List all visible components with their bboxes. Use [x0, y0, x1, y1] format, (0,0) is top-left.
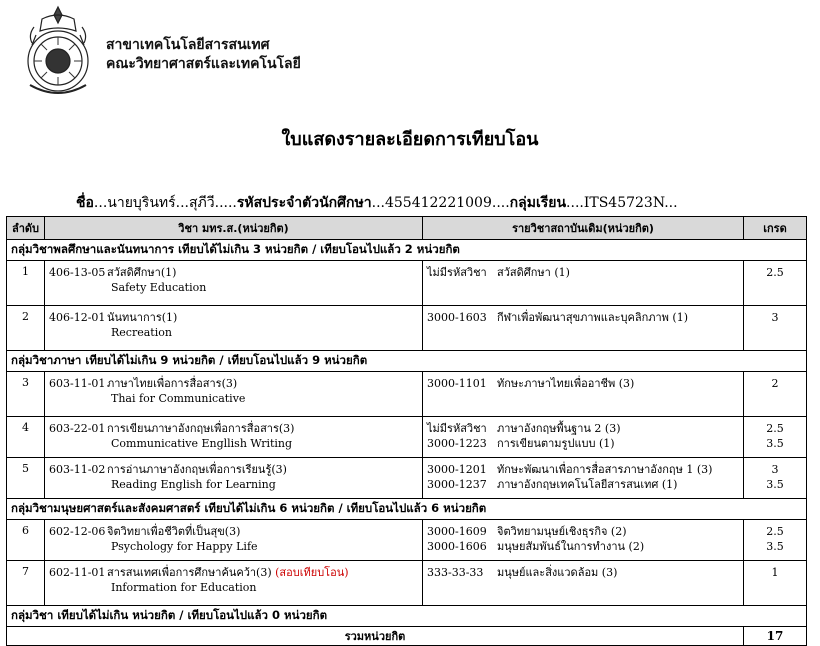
- university-logo: [22, 5, 94, 101]
- original-name: จิตวิทยามนุษย์เชิงธุรกิจ (2): [497, 525, 627, 538]
- grade-value: 2: [771, 377, 779, 390]
- subject-name-en: Thai for Communicative: [111, 392, 246, 405]
- grade-cell: [744, 520, 807, 561]
- subject-cell: [45, 417, 423, 458]
- subject-cell: [45, 261, 423, 306]
- subject-code: 603-11-01: [49, 377, 106, 390]
- original-subject-line: [427, 539, 739, 554]
- subject-line: [49, 265, 418, 280]
- subject-code: 603-22-01: [49, 422, 106, 435]
- original-code: 3000-1609: [427, 525, 487, 538]
- original-code: 333-33-33: [427, 566, 484, 579]
- col-header-subject: วิชา มทร.ส.(หน่วยกิต): [45, 217, 423, 240]
- original-name: สวัสดิศึกษา (1): [497, 266, 570, 279]
- subject-cell: [45, 561, 423, 606]
- original-subject-cell: [423, 417, 744, 458]
- original-subject-line: [427, 376, 739, 391]
- original-subject-cell: [423, 261, 744, 306]
- original-subject-cell: [423, 372, 744, 417]
- row-number: 2: [7, 306, 45, 351]
- subject-name-th: สารสนเทศเพื่อการศึกษาค้นคว้า(3): [107, 566, 272, 579]
- original-name: ภาษาอังกฤษพื้นฐาน 2 (3): [497, 422, 621, 435]
- subject-cell: [45, 520, 423, 561]
- table-row: [7, 306, 807, 351]
- grade-cell: [744, 458, 807, 499]
- subject-name-en: Psychology for Happy Life: [111, 540, 258, 553]
- original-name: ทักษะภาษาไทยเพื่ออาชีพ (3): [497, 377, 635, 390]
- original-name: ทักษะพัฒนาเพื่อการสื่อสารภาษาอังกฤษ 1 (3): [497, 463, 713, 476]
- subject-line: [49, 565, 418, 580]
- subject-line: [49, 421, 418, 436]
- group-label: กลุ่มวิชาภาษา เทียบได้ไม่เกิน 9 หน่วยกิต / เทียบโอนไปแล้ว 9 หน่วยกิต: [7, 351, 807, 372]
- grade-cell: [744, 261, 807, 306]
- original-subject-cell: [423, 561, 744, 606]
- group-row: [7, 499, 807, 520]
- transfer-table: [6, 216, 807, 646]
- total-row: [7, 627, 807, 646]
- name-label: ชื่อ: [76, 195, 94, 211]
- table-row: [7, 417, 807, 458]
- subject-name-en: Information for Education: [111, 581, 257, 594]
- institution-header: [106, 36, 301, 74]
- row-number: 7: [7, 561, 45, 606]
- subject-name-th: ภาษาไทยเพื่อการสื่อสาร(3): [107, 377, 238, 390]
- subject-code: 602-11-01: [49, 566, 106, 579]
- original-subject-line: [427, 462, 739, 477]
- name-value: ...นายบุรินทร์...สุภีวี.....: [93, 195, 237, 211]
- grade-value: 3.5: [766, 540, 784, 553]
- original-subject-line: [427, 477, 739, 492]
- original-subject-line: [427, 421, 739, 436]
- table-body: [7, 240, 807, 627]
- original-code: ไม่มีรหัสวิชา: [427, 266, 487, 279]
- subject-code: 406-13-05: [49, 266, 106, 279]
- original-subject-cell: [423, 306, 744, 351]
- group-row: [7, 606, 807, 627]
- group-row: [7, 240, 807, 261]
- grade-cell: [744, 372, 807, 417]
- row-number: 3: [7, 372, 45, 417]
- subject-name-th: นันทนาการ(1): [107, 311, 178, 324]
- institution-line-2: คณะวิทยาศาสตร์และเทคโนโลยี: [106, 56, 301, 72]
- subject-name-th: จิตวิทยาเพื่อชีวิตที่เป็นสุข(3): [107, 525, 241, 538]
- total-label: รวมหน่วยกิต: [7, 627, 744, 646]
- subject-name-th: สวัสดิศึกษา(1): [107, 266, 177, 279]
- table-row: [7, 520, 807, 561]
- col-header-original: รายวิชาสถาบันเดิม(หน่วยกิต): [423, 217, 744, 240]
- exam-transfer-note: (สอบเทียบโอน): [275, 566, 349, 579]
- table-row: [7, 561, 807, 606]
- grade-cell: [744, 561, 807, 606]
- subject-line: [49, 310, 418, 325]
- subject-code: 406-12-01: [49, 311, 106, 324]
- original-code: 3000-1606: [427, 540, 487, 553]
- grade-cell: [744, 306, 807, 351]
- grade-value: 2.5: [766, 422, 784, 435]
- grade-value: 2.5: [766, 525, 784, 538]
- original-subject-cell: [423, 458, 744, 499]
- subject-name-th: การเขียนภาษาอังกฤษเพื่อการสื่อสาร(3): [107, 422, 295, 435]
- subject-line: [49, 376, 418, 391]
- original-name: มนุษยสัมพันธ์ในการทำงาน (2): [497, 540, 645, 553]
- original-code: 3000-1201: [427, 463, 487, 476]
- student-id-label: รหัสประจำตัวนักศึกษา: [236, 195, 372, 211]
- original-subject-line: [427, 524, 739, 539]
- grade-value: 3.5: [766, 437, 784, 450]
- student-info: [76, 192, 678, 214]
- institution-line-1: สาขาเทคโนโลยีสารสนเทศ: [106, 37, 270, 53]
- original-subject-line: [427, 265, 739, 280]
- row-number: 5: [7, 458, 45, 499]
- original-name: มนุษย์และสิ่งแวดล้อม (3): [497, 566, 618, 579]
- table-row: [7, 372, 807, 417]
- table-row: [7, 458, 807, 499]
- grade-value: 3.5: [766, 478, 784, 491]
- row-number: 1: [7, 261, 45, 306]
- subject-cell: [45, 306, 423, 351]
- row-number: 4: [7, 417, 45, 458]
- col-header-grade: เกรด: [744, 217, 807, 240]
- subject-name-en: Communicative Engllish Writing: [111, 437, 293, 450]
- grade-cell: [744, 417, 807, 458]
- table-header-row: [7, 217, 807, 240]
- row-number: 6: [7, 520, 45, 561]
- original-subject-cell: [423, 520, 744, 561]
- subject-code: 602-12-06: [49, 525, 106, 538]
- original-subject-line: [427, 310, 739, 325]
- subject-name-en: Safety Education: [111, 281, 207, 294]
- original-code: ไม่มีรหัสวิชา: [427, 422, 487, 435]
- grade-value: 1: [771, 566, 779, 579]
- original-code: 3000-1237: [427, 478, 487, 491]
- original-name: กีฬาเพื่อพัฒนาสุขภาพและบุคลิกภาพ (1): [497, 311, 689, 324]
- group-label: กลุ่มวิชาพลศึกษาและนันทนาการ เทียบได้ไม่เกิน 3 หน่วยกิต / เทียบโอนไปแล้ว 2 หน่วยกิต: [7, 240, 807, 261]
- col-header-no: ลำดับ: [7, 217, 45, 240]
- study-group-label: กลุ่มเรียน: [509, 195, 567, 211]
- original-code: 3000-1101: [427, 377, 487, 390]
- subject-line: [49, 462, 418, 477]
- original-code: 3000-1603: [427, 311, 487, 324]
- subject-code: 603-11-02: [49, 463, 106, 476]
- subject-name-en: Recreation: [111, 326, 172, 339]
- table-row: [7, 261, 807, 306]
- subject-line: [49, 524, 418, 539]
- original-name: ภาษาอังกฤษเทคโนโลยีสารสนเทศ (1): [497, 478, 678, 491]
- group-label: กลุ่มวิชา เทียบได้ไม่เกิน หน่วยกิต / เทียบโอนไปแล้ว 0 หน่วยกิต: [7, 606, 807, 627]
- student-id-value: ...455412221009....: [371, 195, 510, 211]
- original-name: การเขียนตามรูปแบบ (1): [497, 437, 615, 450]
- grade-value: 2.5: [766, 266, 784, 279]
- grade-value: 3: [771, 311, 779, 324]
- total-value: 17: [744, 627, 807, 646]
- original-code: 3000-1223: [427, 437, 487, 450]
- group-label: กลุ่มวิชามนุษยศาสตร์และสังคมศาสตร์ เทียบได้ไม่เกิน 6 หน่วยกิต / เทียบโอนไปแล้ว 6 หน่วยกิต: [7, 499, 807, 520]
- original-subject-line: [427, 565, 739, 580]
- subject-cell: [45, 372, 423, 417]
- subject-name-th: การอ่านภาษาอังกฤษเพื่อการเรียนรู้(3): [107, 463, 287, 476]
- study-group-value: ....ITS45723N...: [566, 195, 678, 211]
- grade-value: 3: [771, 463, 779, 476]
- subject-name-en: Reading English for Learning: [111, 478, 276, 491]
- document-title: ใบแสดงรายละเอียดการเทียบโอน: [281, 129, 539, 150]
- original-subject-line: [427, 436, 739, 451]
- subject-cell: [45, 458, 423, 499]
- group-row: [7, 351, 807, 372]
